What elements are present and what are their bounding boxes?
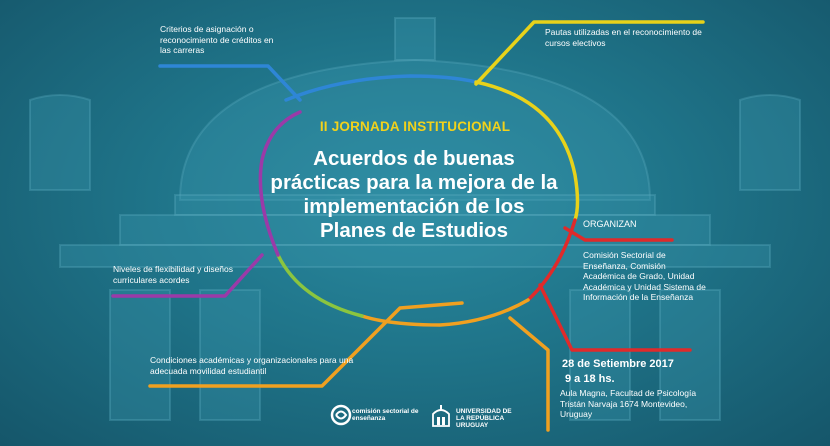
event-venue: Aula Magna, Facultad de Psicología Tristán Narvaja 1674 Montevideo, Uruguay (560, 388, 697, 419)
organizers-list: Comisión Sectorial de Enseñanza, Comisión Académica de Grado, Unidad Académica y Unidad Sistema de Información de la Enseñanza (583, 250, 706, 302)
udelar-logo-text: UNIVERSIDAD DE LA REPÚBLICA URUGUAY (456, 408, 512, 429)
cse-logo-icon (330, 404, 352, 426)
topic-flexibilidad: Niveles de flexibilidad y diseños curriculares acordes (113, 264, 234, 285)
topic-movilidad: Condiciones académicas y organizacionales para una adecuada movilidad estudiantil (150, 355, 354, 376)
event-date: 28 de Setiembre 2017 (562, 358, 674, 370)
cse-logo-text: comisión sectorial de enseñanza (352, 408, 419, 422)
topic-cursos-electivos: Pautas utilizadas en el reconocimiento de cursos electivos (545, 27, 702, 48)
organizers-label: ORGANIZAN (583, 219, 637, 229)
event-subtitle: II JORNADA INSTITUCIONAL (319, 119, 511, 134)
event-title: Acuerdos de buenas prácticas para la mejora de la implementación de los Planes de Estudios (270, 147, 558, 242)
udelar-logo-icon (430, 404, 452, 428)
topic-creditos: Criterios de asignación o reconocimiento de créditos en las carreras (160, 24, 274, 55)
event-hours: 9 a 18 hs. (565, 373, 615, 385)
